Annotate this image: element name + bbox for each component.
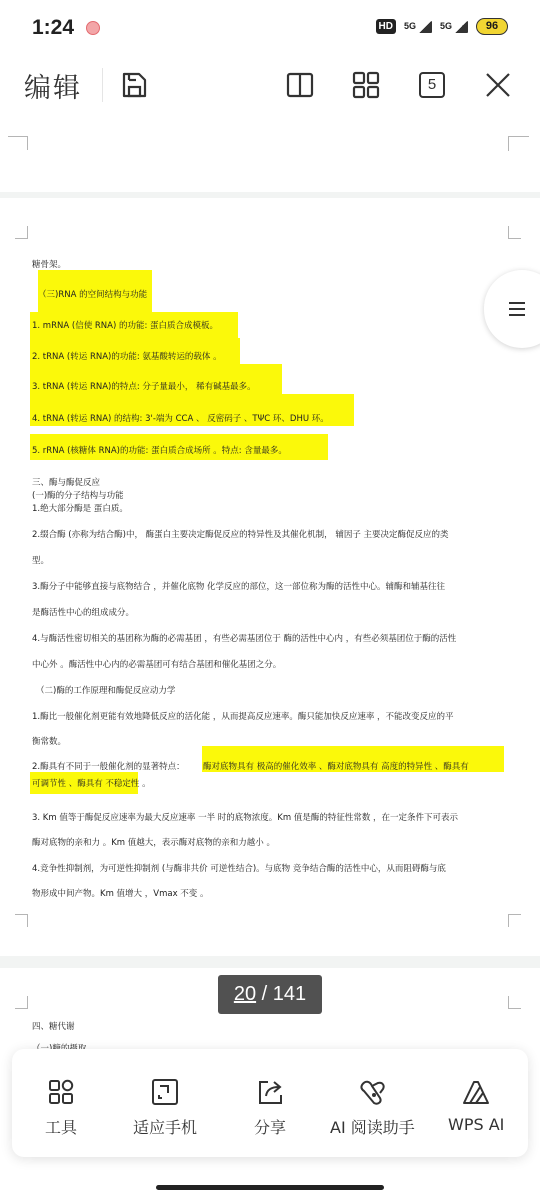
open-documents-count: 5 — [419, 72, 445, 98]
doc-paragraph: 4.竞争性抑制剂，为可逆性抑制剂 (与酶非共价 可逆性结合)。与底物 竞争结合酶的活性中心，从而阻碍酶与底 — [32, 864, 446, 874]
doc-paragraph: 2.酶具有不同于一般催化剂的显著特点： — [32, 762, 185, 772]
battery-icon: 96 — [476, 18, 508, 35]
doc-paragraph: 是酶活性中心的组成成分。 — [32, 608, 135, 618]
open-documents-button[interactable] — [414, 67, 450, 103]
page-corner-mark — [508, 226, 521, 239]
doc-paragraph: 衡常数。 — [32, 737, 67, 747]
total-page-count: 141 — [272, 983, 307, 1005]
share-icon — [253, 1075, 287, 1109]
share-button[interactable] — [253, 1075, 287, 1138]
signal-2-label: 5G — [439, 21, 452, 31]
doc-heading: （二)酶的工作原理和酶促反应动力学 — [36, 686, 176, 696]
document-viewer[interactable] — [0, 116, 540, 1200]
page-corner-mark — [508, 914, 521, 927]
notification-app-icon — [86, 21, 100, 35]
status-time: 1:24 — [32, 16, 75, 39]
tools-button[interactable] — [44, 1075, 78, 1138]
save-icon[interactable] — [116, 67, 152, 103]
status-bar — [0, 0, 540, 58]
doc-heading: (一)酶的分子结构与功能 — [32, 491, 124, 501]
doc-paragraph: 1.绝大部分酶是 蛋白质。 — [32, 504, 128, 514]
ai-reading-icon — [355, 1075, 389, 1109]
wps-ai-label: WPS AI — [448, 1115, 505, 1134]
page-corner-mark — [508, 996, 521, 1009]
fit-screen-icon — [148, 1075, 182, 1109]
toolbar-divider — [102, 68, 103, 102]
doc-highlighted-text: 酶对底物具有 极高的催化效率 、酶对底物具有 高度的特异性 、酶具有 — [203, 762, 469, 772]
share-label: 分享 — [253, 1118, 286, 1137]
hd-voice-icon: HD — [376, 19, 396, 34]
doc-paragraph: 中心外 。酶活性中心内的必需基团可有结合基团和催化基团之分。 — [32, 660, 282, 670]
doc-heading: 三、酶与酶促反应 — [32, 478, 101, 488]
home-indicator[interactable] — [156, 1185, 384, 1190]
ai-reading-label: AI 阅读助手 — [330, 1118, 415, 1137]
page-19 — [0, 116, 540, 192]
doc-heading: 四、糖代谢 — [32, 1022, 75, 1032]
doc-paragraph: 糖骨架。 — [32, 260, 67, 270]
split-view-icon[interactable] — [282, 67, 318, 103]
page-separator: / — [256, 983, 273, 1005]
doc-paragraph: 3. Km 值等于酶促反应速率为最大反应速率 一半 时的底物浓度。Km 值是酶的特征性常数 ，在一定条件下可表示 — [32, 813, 459, 823]
doc-paragraph: 4. tRNA (转运 RNA) 的结构: 3'-端为 CCA 、 反密码子 、TΨC 环、DHU 环。 — [32, 414, 329, 424]
doc-paragraph: 3.酶分子中能够直接与底物结合 ，并催化底物 化学反应的部位，这一部位称为酶的活性中心。辅酶和辅基往往 — [32, 582, 446, 592]
thumbnail-grid-icon[interactable] — [348, 67, 384, 103]
wps-ai-icon — [459, 1075, 493, 1109]
top-toolbar — [0, 58, 540, 114]
close-icon[interactable] — [480, 67, 516, 103]
page-corner-mark — [508, 136, 529, 151]
edit-button[interactable]: 编辑 — [24, 73, 82, 104]
doc-paragraph: 1.酶比一般催化剂更能有效地降低反应的活化能 ，从而提高反应速率。酶只能加快反应速率 ，不能改变反应的平 — [32, 712, 454, 722]
doc-paragraph: 物形成中间产物。Km 值增大 ，Vmax 不变 。 — [32, 889, 209, 899]
page-indicator[interactable] — [218, 975, 322, 1014]
doc-highlighted-text: 可调节性 、酶具有 不稳定性 。 — [32, 779, 151, 789]
signal-2-icon — [440, 21, 468, 33]
page-corner-mark — [8, 136, 28, 149]
doc-paragraph: 4.与酶活性密切相关的基团称为酶的必需基团 ，有些必需基团位于 酶的活性中心内 ，有些必须基团位于酶的活性 — [32, 634, 457, 644]
wps-ai-button[interactable] — [448, 1075, 504, 1134]
doc-paragraph: 2. tRNA (转运 RNA)的功能: 氨基酸转运的载体 。 — [32, 352, 222, 362]
doc-paragraph: 1. mRNA (信使 RNA) 的功能: 蛋白质合成模板。 — [32, 321, 219, 331]
tools-label: 工具 — [44, 1118, 77, 1137]
doc-paragraph: 2.缀合酶 (亦称为结合酶)中， 酶蛋白主要决定酶促反应的特异性及其催化机制， 辅因子 主要决定酶促反应的类 — [32, 530, 449, 540]
status-indicators — [376, 18, 508, 35]
doc-heading: （三)RNA 的空间结构与功能 — [38, 290, 148, 300]
page-corner-mark — [27, 136, 28, 150]
doc-paragraph: 3. tRNA (转运 RNA)的特点: 分子量最小， 稀有碱基最多。 — [32, 382, 256, 392]
signal-1-label: 5G — [403, 21, 416, 31]
current-page-number: 20 — [233, 983, 257, 1005]
signal-1-icon — [404, 21, 432, 33]
page-corner-mark — [15, 996, 28, 1009]
fit-phone-button[interactable] — [133, 1075, 197, 1138]
doc-paragraph: 酶对底物的亲和力 。Km 值越大，表示酶对底物的亲和力越小 。 — [32, 838, 275, 848]
page-corner-mark — [15, 226, 28, 239]
menu-icon — [509, 302, 525, 320]
bottom-action-panel — [12, 1049, 528, 1157]
doc-paragraph: 型。 — [32, 556, 50, 566]
fit-phone-label: 适应手机 — [133, 1118, 198, 1137]
tools-grid-icon — [44, 1075, 78, 1109]
ai-reading-assistant-button[interactable] — [330, 1075, 415, 1138]
doc-paragraph: 5. rRNA (核糖体 RNA)的功能: 蛋白质合成场所 。特点: 含量最多。 — [32, 446, 287, 456]
page-corner-mark — [15, 914, 28, 927]
